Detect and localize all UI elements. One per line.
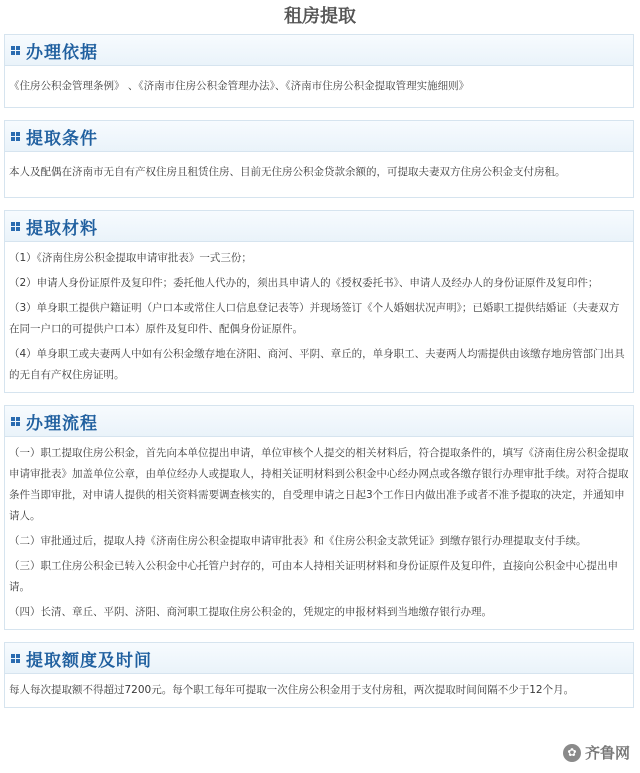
section-conditions (4, 120, 634, 198)
paragraph: （一）职工提取住房公积金，首先向本单位提出申请，单位审核个人提交的相关材料后，符合提取条件的，填写《济南住房公积金提取申请审批表》加盖单位公章，由单位经办人或提取人，持相关证明材料到公积金中心经办网点或各缴存银行办理审批手续。对符合提取条件当即审批，对申请人提供的相关资料需要调查核实的，自受理申请之日起3个工作日内做出准予或者不准予提取的决定，并通知申请人。 (9, 447, 629, 522)
grid-bullet-icon (11, 222, 20, 231)
paragraph: （三）职工住房公积金已转入公积金中心托管户封存的，可由本人持相关证明材料和身份证原件及复印件，直接向公积金中心提出申请。 (9, 560, 618, 593)
page-title: 租房提取 (284, 6, 356, 27)
section-body (5, 242, 633, 392)
section-body (5, 66, 633, 107)
section-header (5, 643, 633, 674)
section-body (5, 674, 633, 707)
watermark (559, 740, 634, 765)
section-header (5, 121, 633, 152)
paragraph: （4）单身职工或夫妻两人中如有公积金缴存地在济阳、商河、平阴、章丘的，单身职工、夫妻两人均需提供由该缴存地房管部门出具的无自有产权住房证明。 (9, 348, 625, 381)
section-header (5, 211, 633, 242)
paragraph: 本人及配偶在济南市无自有产权住房且租赁住房、目前无住房公积金贷款余额的，可提取夫妻双方住房公积金支付房租。 (9, 166, 566, 178)
paragraph: 每人每次提取额不得超过7200元。每个职工每年可提取一次住房公积金用于支付房租，两次提取时间间隔不少于12个月。 (9, 684, 575, 696)
paragraph: （四）长清、章丘、平阴、济阳、商河职工提取住房公积金的，凭规定的申报材料到当地缴存银行办理。 (9, 606, 492, 618)
watermark-text: 齐鲁网 (584, 744, 630, 762)
paragraph: （二）审批通过后，提取人持《济南住房公积金提取申请审批表》和《住房公积金支款凭证》到缴存银行办理提取支付手续。 (9, 535, 587, 547)
section-amount-time (4, 642, 634, 708)
grid-bullet-icon (11, 132, 20, 141)
section-basis (4, 34, 634, 108)
paragraph: （2）申请人身份证原件及复印件；委托他人代办的，须出具申请人的《授权委托书》、申请人及经办人的身份证原件及复印件； (9, 277, 599, 289)
paragraph: 《住房公积金管理条例》 、《济南市住房公积金管理办法》、《济南市住房公积金提取管理实施细则》 (9, 80, 470, 92)
section-title: 提取材料 (26, 218, 98, 239)
section-header (5, 35, 633, 66)
section-body (5, 152, 633, 197)
section-materials (4, 210, 634, 393)
grid-bullet-icon (11, 654, 20, 663)
section-title: 提取额度及时间 (26, 650, 152, 671)
section-title: 提取条件 (26, 128, 98, 149)
grid-bullet-icon (11, 46, 20, 55)
section-title: 办理流程 (26, 413, 98, 434)
section-process (4, 405, 634, 630)
paragraph: （1）《济南住房公积金提取申请审批表》一式三份； (9, 252, 252, 264)
section-title: 办理依据 (26, 42, 98, 63)
qilu-logo-icon: ✿ (563, 744, 581, 762)
grid-bullet-icon (11, 417, 20, 426)
section-body (5, 437, 633, 629)
section-header (5, 406, 633, 437)
paragraph: （3）单身职工提供户籍证明（户口本或常住人口信息登记表等）并现场签订《个人婚姻状况声明》；已婚职工提供结婚证（夫妻双方在同一户口的可提供户口本）原件及复印件、配偶身份证原件。 (9, 302, 620, 335)
